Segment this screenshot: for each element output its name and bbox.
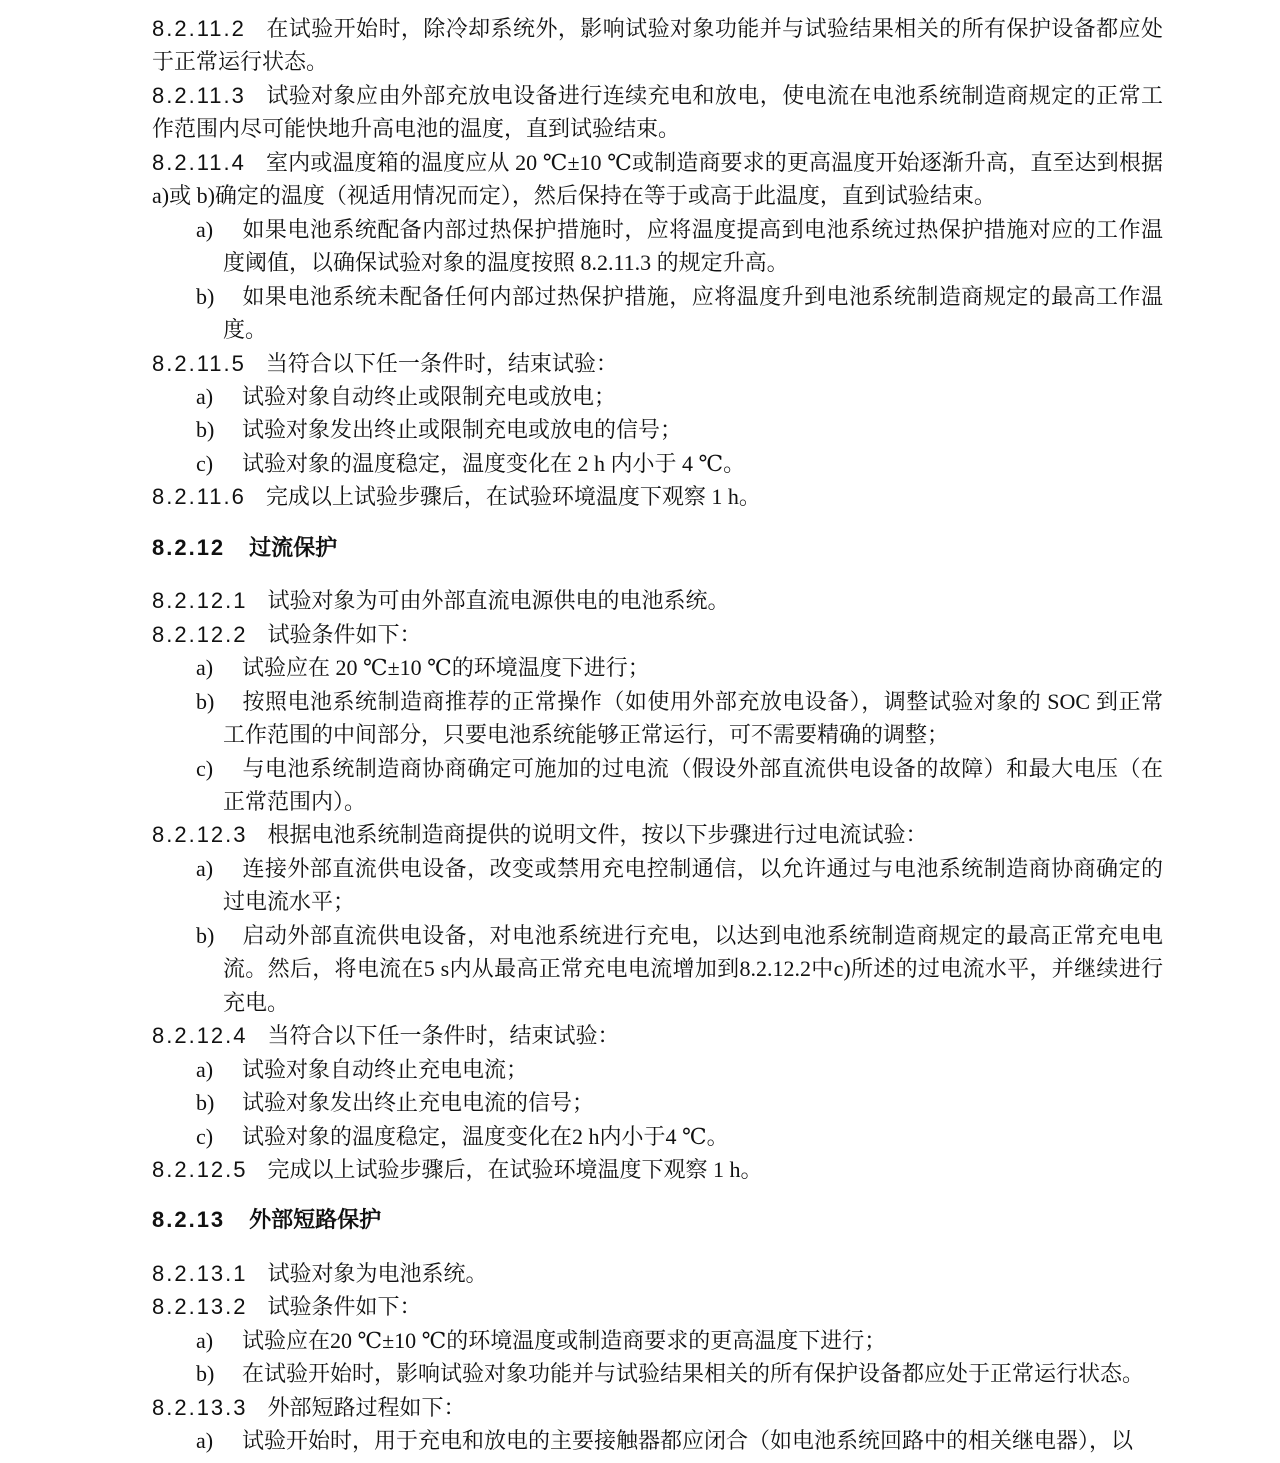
list-item-a (196, 1324, 1163, 1357)
list-item-label: b) (196, 417, 215, 443)
clause-number: 8.2.12 (152, 534, 226, 560)
clause-8.2.11.6 (152, 480, 1163, 513)
body-text: 外部短路过程如下： (267, 1394, 466, 1420)
list-item-label: b) (196, 922, 215, 948)
list-item-label: c) (196, 1123, 214, 1149)
list-item-label: b) (196, 1361, 215, 1387)
clause-8.2.11.3 (152, 79, 1163, 146)
clause-number: 8.2.12.4 (152, 1023, 248, 1049)
body-text: 如果电池系统未配备任何内部过热保护措施，应将温度升到电池系统制造商规定的最高工作温度。 (223, 283, 1163, 343)
body-text: 启动外部直流供电设备，对电池系统进行充电，以达到电池系统制造商规定的最高正常充电电流。然后，将电流在5 s内从最高正常充电电流增加到8.2.12.2中c)所述的过电流水平，并继续进行充电。 (223, 922, 1163, 1015)
body-text: 试验对象自动终止充电电流； (242, 1056, 529, 1082)
clause-8.2.13.1 (152, 1257, 1163, 1290)
list-item-c (196, 447, 1163, 480)
clause-8.2.13.2 (152, 1290, 1163, 1323)
list-item-label: c) (196, 755, 214, 781)
list-item-label: b) (196, 688, 215, 714)
list-item-a (196, 852, 1163, 919)
list-item-b (196, 413, 1163, 446)
clause-number: 8.2.11.5 (152, 350, 246, 376)
body-text: 室内或温度箱的温度应从 20 ℃±10 ℃或制造商要求的更高温度开始逐渐升高，直至达到根据 a)或 b)确定的温度（视适用情况而定），然后保持在等于或高于此温度，直到试验结束。 (152, 149, 1163, 209)
body-text: 试验应在 20 ℃±10 ℃的环境温度下进行； (242, 655, 650, 681)
body-text: 按照电池系统制造商推荐的正常操作（如使用外部充放电设备），调整试验对象的 SOC 到正常工作范围的中间部分，只要电池系统能够正常运行，可不需要精确的调整； (223, 688, 1163, 748)
clause-number: 8.2.12.2 (152, 621, 248, 647)
clause-8.2.13.3 (152, 1391, 1163, 1424)
body-text: 试验对象发出终止充电电流的信号； (242, 1090, 595, 1116)
clause-number: 8.2.11.4 (152, 149, 246, 175)
list-item-label: a) (196, 655, 214, 681)
body-text: 试验对象的温度稳定，温度变化在 2 h 内小于 4 ℃。 (242, 450, 746, 476)
body-text: 当符合以下任一条件时，结束试验： (267, 1023, 620, 1049)
body-text: 试验对象发出终止或限制充电或放电的信号； (242, 417, 683, 443)
body-text: 当符合以下任一条件时，结束试验： (265, 350, 618, 376)
clause-8.2.12.1 (152, 584, 1163, 617)
body-text: 根据电池系统制造商提供的说明文件，按以下步骤进行过电流试验： (267, 822, 928, 848)
list-item-label: a) (196, 383, 214, 409)
clause-number: 8.2.11.6 (152, 484, 246, 510)
body-text: 试验对象为可由外部直流电源供电的电池系统。 (267, 588, 730, 614)
list-item-b (196, 1357, 1163, 1390)
body-text: 试验对象为电池系统。 (267, 1260, 488, 1286)
clause-8.2.12.4 (152, 1019, 1163, 1052)
heading-text: 外部短路保护 (249, 1207, 382, 1233)
body-text: 完成以上试验步骤后，在试验环境温度下观察 1 h。 (267, 1156, 763, 1182)
list-item-label: c) (196, 450, 214, 476)
body-text: 试验条件如下： (267, 1294, 422, 1320)
document-body (152, 12, 1163, 1458)
heading-text: 过流保护 (249, 534, 338, 560)
list-item-a (196, 213, 1163, 280)
clause-8.2.12.2 (152, 618, 1163, 651)
section-heading-8.2.13 (152, 1203, 1163, 1236)
list-item-label: a) (196, 1327, 214, 1353)
list-item-label: b) (196, 283, 215, 309)
list-item-label: a) (196, 216, 214, 242)
clause-number: 8.2.13.3 (152, 1394, 248, 1420)
list-item-a (196, 1053, 1163, 1086)
clause-number: 8.2.13 (152, 1207, 226, 1233)
body-text: 连接外部直流供电设备，改变或禁用充电控制通信，以允许通过与电池系统制造商协商确定的过电流水平； (223, 855, 1163, 915)
list-item-b (196, 1086, 1163, 1119)
body-text: 在试验开始时，除冷却系统外，影响试验对象功能并与试验结果相关的所有保护设备都应处于正常运行状态。 (152, 16, 1163, 75)
body-text: 试验开始时，用于充电和放电的主要接触器都应闭合（如电池系统回路中的相关继电器），以 (242, 1428, 1134, 1454)
list-item-b (196, 919, 1163, 1019)
list-item-label: a) (196, 1428, 214, 1454)
list-item-b (196, 685, 1163, 752)
body-text: 试验应在20 ℃±10 ℃的环境温度或制造商要求的更高温度下进行； (242, 1327, 887, 1353)
list-item-label: a) (196, 855, 214, 881)
list-item-a (196, 1424, 1163, 1457)
body-text: 完成以上试验步骤后，在试验环境温度下观察 1 h。 (265, 484, 761, 510)
body-text: 在试验开始时，影响试验对象功能并与试验结果相关的所有保护设备都应处于正常运行状态。 (242, 1361, 1145, 1387)
clause-8.2.12.3 (152, 818, 1163, 851)
list-item-a (196, 651, 1163, 684)
clause-number: 8.2.13.2 (152, 1294, 248, 1320)
body-text: 试验对象应由外部充放电设备进行连续充电和放电，使电流在电池系统制造商规定的正常工作范围内尽可能快地升高电池的温度，直到试验结束。 (152, 82, 1163, 142)
list-item-label: a) (196, 1056, 214, 1082)
clause-number: 8.2.12.5 (152, 1156, 248, 1182)
body-text: 如果电池系统配备内部过热保护措施时，应将温度提高到电池系统过热保护措施对应的工作温度阈值，以确保试验对象的温度按照 8.2.11.3 的规定升高。 (223, 216, 1163, 276)
body-text: 试验对象自动终止或限制充电或放电； (242, 383, 617, 409)
body-text: 与电池系统制造商协商确定可施加的过电流（假设外部直流供电设备的故障）和最大电压（在正常范围内）。 (223, 755, 1163, 814)
body-text: 试验对象的温度稳定，温度变化在2 h内小于4 ℃。 (242, 1123, 729, 1149)
section-heading-8.2.12 (152, 531, 1163, 564)
list-item-label: b) (196, 1090, 215, 1116)
clause-number: 8.2.13.1 (152, 1260, 248, 1286)
list-item-a (196, 380, 1163, 413)
clause-8.2.12.5 (152, 1153, 1163, 1186)
list-item-c (196, 752, 1163, 819)
list-item-c (196, 1120, 1163, 1153)
clause-number: 8.2.12.1 (152, 588, 248, 614)
body-text: 试验条件如下： (267, 621, 422, 647)
clause-number: 8.2.12.3 (152, 822, 248, 848)
clause-8.2.11.4 (152, 146, 1163, 213)
clause-number: 8.2.11.2 (152, 16, 246, 41)
clause-8.2.11.2 (152, 12, 1163, 79)
list-item-b (196, 280, 1163, 347)
clause-8.2.11.5 (152, 347, 1163, 380)
clause-number: 8.2.11.3 (152, 82, 246, 108)
